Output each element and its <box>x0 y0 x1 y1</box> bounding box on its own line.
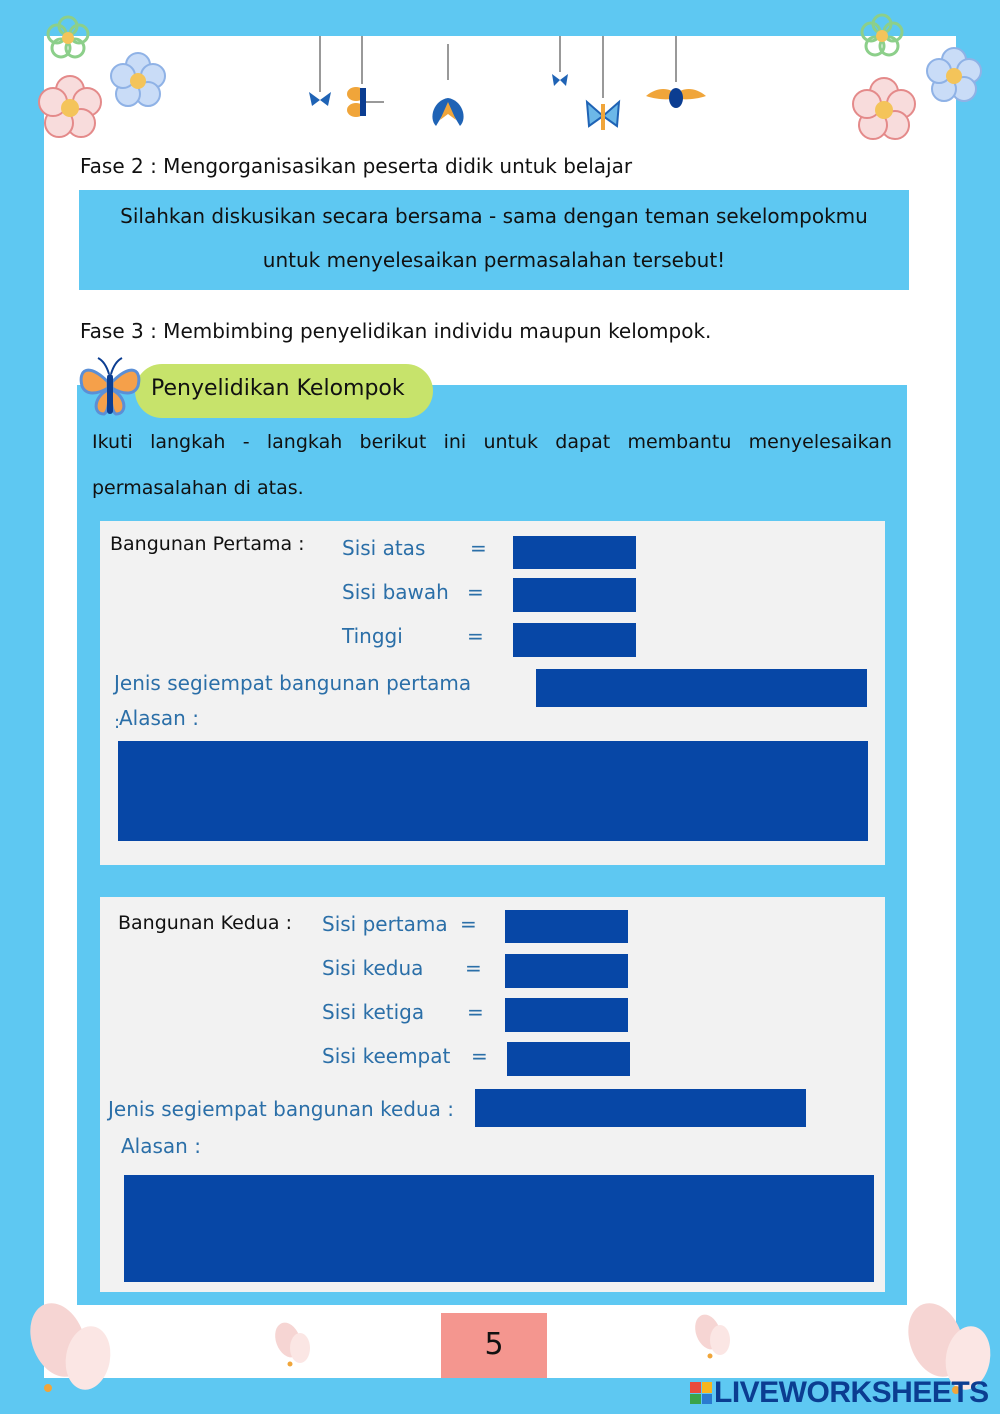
sisi-ketiga-input[interactable] <box>505 998 628 1032</box>
butterfly-bottom-left-icon <box>18 1300 118 1400</box>
hanging-butterflies-icon <box>300 36 720 146</box>
alasan-label: Alasan : <box>121 1134 201 1158</box>
equals-sign: = <box>467 580 484 604</box>
brand-name: LIVEWORKSHEETS <box>714 1376 989 1409</box>
butterfly-small-icon <box>268 1318 318 1372</box>
equals-sign: = <box>467 624 484 648</box>
field-label: Sisi kedua <box>322 956 424 980</box>
bangunan-kedua-title: Bangunan Kedua : <box>118 912 292 934</box>
sisi-bawah-input[interactable] <box>513 578 636 612</box>
field-label: Tinggi <box>342 624 403 648</box>
alasan-input[interactable] <box>118 741 868 841</box>
instruction-banner <box>79 190 909 290</box>
equals-sign: = <box>470 536 487 560</box>
sisi-pertama-input[interactable] <box>505 910 628 943</box>
alasan-label: Alasan : <box>119 706 199 730</box>
equals-sign: = <box>465 956 482 980</box>
equals-sign: = <box>471 1044 488 1068</box>
sisi-keempat-input[interactable] <box>507 1042 630 1076</box>
sisi-kedua-input[interactable] <box>505 954 628 988</box>
butterfly-small-icon <box>688 1310 738 1364</box>
field-label: Sisi atas <box>342 536 426 560</box>
jenis-segiempat-label: Jenis segiempat bangunan kedua : <box>108 1097 454 1121</box>
field-label: Sisi bawah <box>342 580 449 604</box>
equals-sign: = <box>460 912 477 936</box>
sisi-atas-input[interactable] <box>513 536 636 569</box>
page-number: 5 <box>484 1327 504 1362</box>
jenis-segiempat-label: Jenis segiempat bangunan pertama <box>114 671 472 695</box>
field-label: Sisi keempat <box>322 1044 451 1068</box>
section-tag-label: Penyelidikan Kelompok <box>151 376 405 401</box>
intro-line-1: Ikuti langkah - langkah berikut ini untuk dapat membantu menyelesaikan <box>92 431 892 453</box>
field-label: Sisi pertama <box>322 912 448 936</box>
page-number-badge <box>441 1313 547 1378</box>
banner-line-2: untuk menyelesaikan permasalahan tersebut! <box>262 248 726 272</box>
fase-2-heading: Fase 2 : Mengorganisasikan peserta didik untuk belajar <box>80 154 633 178</box>
intro-line-2: permasalahan di atas. <box>92 477 304 499</box>
alasan-input[interactable] <box>124 1175 874 1282</box>
liveworksheets-icon <box>690 1382 712 1404</box>
jenis-colon: : <box>114 712 121 733</box>
equals-sign: = <box>467 1000 484 1024</box>
butterfly-icon <box>78 352 142 420</box>
jenis-segiempat-input[interactable] <box>475 1089 806 1127</box>
banner-line-1: Silahkan diskusikan secara bersama - sama dengan teman sekelompokmu <box>120 204 868 228</box>
fase-3-heading: Fase 3 : Membimbing penyelidikan individu maupun kelompok. <box>80 319 712 343</box>
jenis-segiempat-input[interactable] <box>536 669 867 707</box>
tinggi-input[interactable] <box>513 623 636 657</box>
liveworksheets-logo <box>690 1376 989 1410</box>
flower-cluster-right-icon <box>840 6 990 156</box>
flower-cluster-left-icon <box>16 6 166 156</box>
section-tag <box>135 364 433 418</box>
field-label: Sisi ketiga <box>322 1000 425 1024</box>
bangunan-pertama-title: Bangunan Pertama : <box>110 533 305 555</box>
